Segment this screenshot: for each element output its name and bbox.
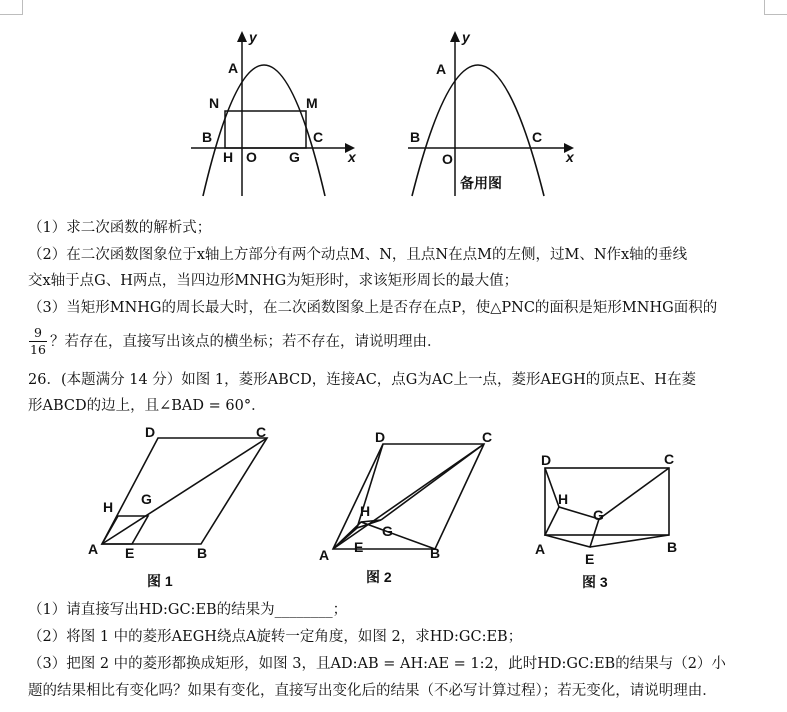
label-g: G [593,507,604,523]
fraction-9-16 [28,326,48,357]
fraction-numerator: 9 [34,325,42,340]
figure-caption: 图 2 [366,569,392,585]
segment-eb [361,522,435,549]
label-o: O [246,149,257,165]
page-corner-mark [0,0,23,15]
q26-part3-line2: 题的结果相比有变化吗？如果有变化，直接写出变化后的结果（不必写计算过程）；若无变化，请说明理由． [28,683,717,699]
label-a: A [88,541,99,557]
q25-part3-line2: ？若存在，直接写出该点的横坐标；若不存在，请说明理由． [50,334,442,350]
y-axis-arrow [237,31,247,42]
label-e: E [125,545,135,561]
parabola-figure-b [400,26,585,202]
page-corner-mark [764,0,787,15]
label-h: H [360,503,371,519]
label-b: B [202,129,213,145]
q25-part2-line1: （2）在二次函数图象位于x轴上方部分有两个动点M、N，且点N在点M的左侧，过M、N作x轴的垂线 [28,247,688,263]
label-h: H [103,499,114,515]
label-d: D [145,424,156,440]
label-x: x [566,149,574,165]
label-c: C [313,129,324,145]
label-b: B [410,129,421,145]
label-d: D [541,452,552,468]
label-g: G [382,523,393,539]
label-c: C [256,424,267,440]
rectangle-aegh [545,507,599,547]
label-b: B [430,545,441,561]
figure-caption: 备用图 [460,175,502,191]
q26-intro-line2: 形ABCD的边上，且∠BAD = 60°． [28,398,266,414]
q26-intro-line1: 26．(本题满分 14 分）如图 1，菱形ABCD，连接AC，点G为AC上一点，菱形AEGH的顶点E、H在菱 [28,372,696,388]
label-d: D [375,429,386,445]
label-x: x [348,149,356,165]
label-a: A [228,60,239,76]
label-a: A [436,61,447,77]
segment-gc [599,468,669,519]
q26-part3-line1: （3）把图 2 中的菱形都换成矩形，如图 3，且AD:AB = AH:AE = 1:2，此时HD:GC:EB的结果与（2）小 [28,656,726,672]
label-c: C [482,429,493,445]
segment-eb [590,535,669,547]
label-a: A [319,547,330,563]
label-y: y [249,29,257,45]
segment-hd [545,468,559,507]
label-g: G [289,149,300,165]
label-c: C [532,129,543,145]
q26-part1: （1）请直接写出HD:GC:EB的结果为________； [28,602,348,618]
rectangle-figure-3 [530,440,690,600]
rhombus-figure-1 [85,424,285,594]
q25-part1: （1）求二次函数的解析式； [28,220,212,236]
fraction-denominator: 16 [30,342,46,357]
label-b: B [197,545,208,561]
label-o: O [442,151,453,167]
label-e: E [354,539,364,555]
label-y: y [462,29,470,45]
label-m: M [306,95,318,111]
segment-gc [381,444,484,520]
rhombus-figure-2 [318,424,503,594]
y-axis-arrow [450,31,460,42]
q25-part3-line1: （3）当矩形MNHG的周长最大时，在二次函数图象上是否存在点P，使△PNC的面积是矩形MNHG面积的 [28,300,718,316]
diagonal-ac [102,438,267,544]
parabola-figure-a [185,26,365,202]
label-e: E [585,551,595,567]
q26-part2: （2）将图 1 中的菱形AEGH绕点A旋转一定角度，如图 2，求HD:GC:EB； [28,629,523,645]
q25-part2-line2: 交x轴于点G、H两点，当四边形MNHG为矩形时，求该矩形周长的最大值； [28,273,519,289]
figure-caption: 图 1 [147,573,173,589]
figure-caption: 图 3 [582,574,608,590]
label-n: N [209,95,220,111]
rectangle-mnhg [225,111,306,148]
label-h: H [223,149,234,165]
label-b: B [667,539,678,555]
label-g: G [141,491,152,507]
label-a: A [535,541,546,557]
label-c: C [664,451,675,467]
label-h: H [558,491,569,507]
